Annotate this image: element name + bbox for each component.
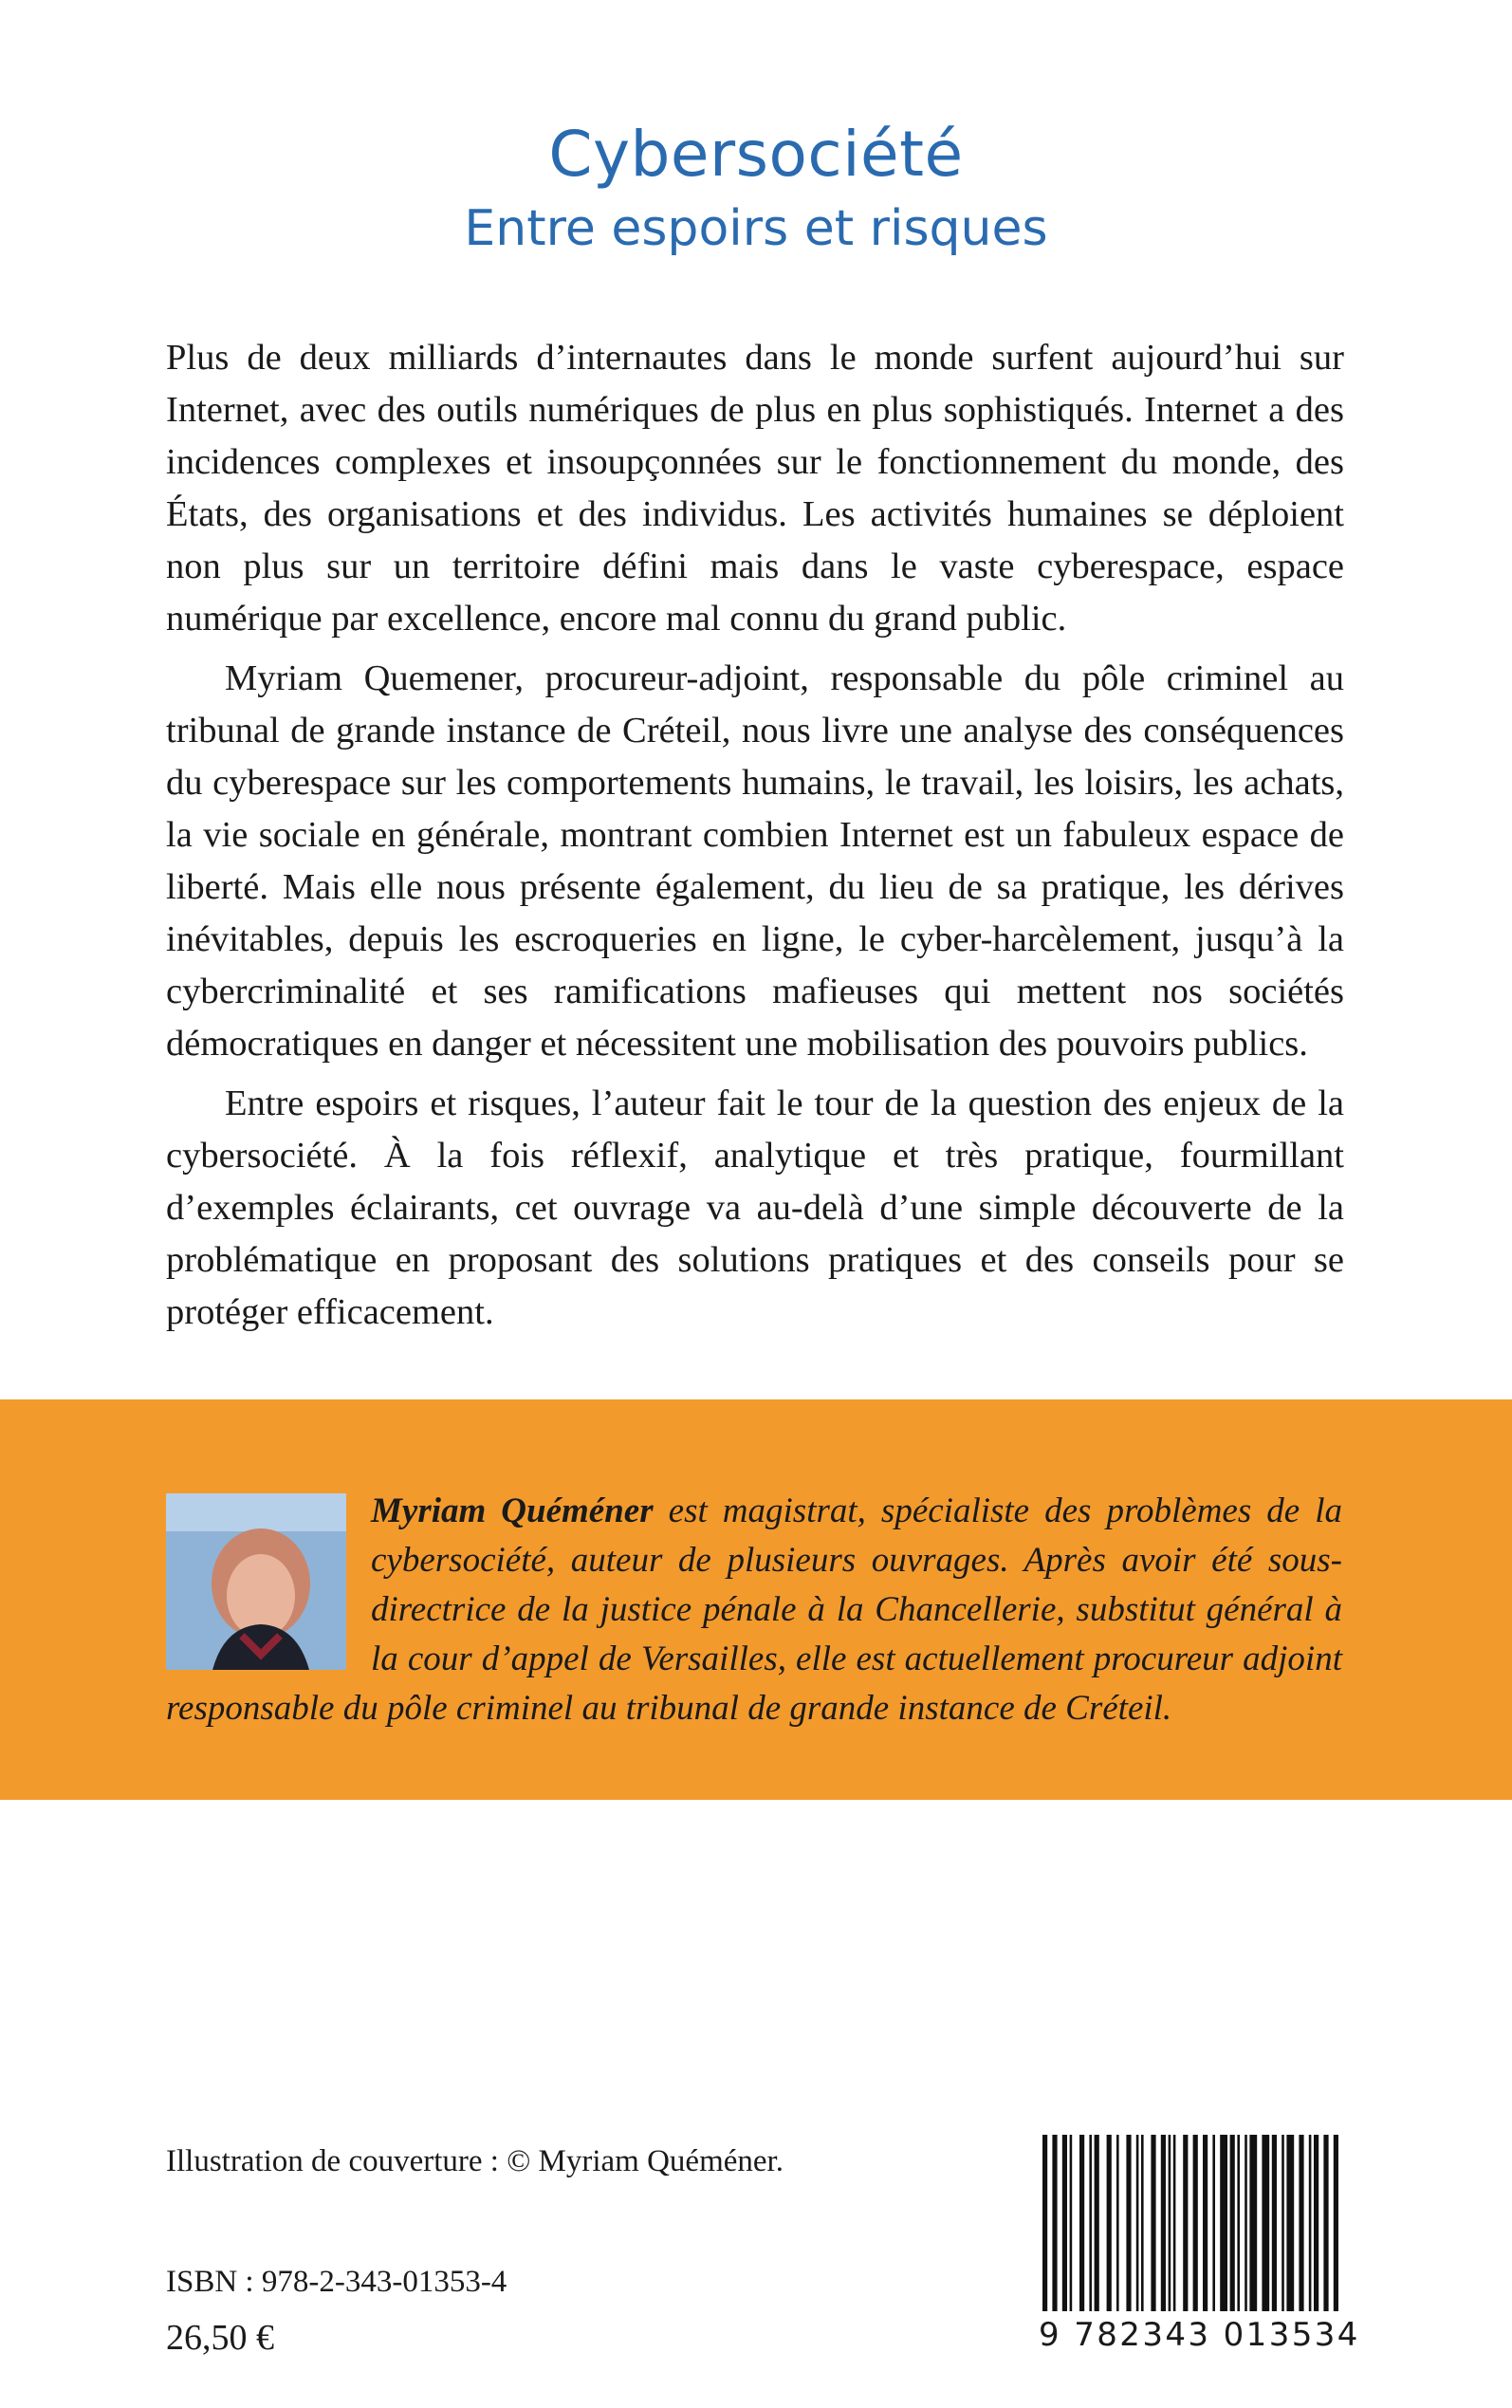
barcode-bars-icon [1039, 2135, 1342, 2315]
blurb [166, 332, 1344, 1346]
author-bio-body: est magistrat, spécialiste des problèmes de la cybersociété, auteur de plusieurs ouvrages. Après avoir été sous-directrice de la justice pénale à la Chancellerie, substitut général à la cour d’appel de Versailles, elle est actuellement procureur adjoint responsable du pôle criminel au tribunal de grande instance de Créteil. [166, 1491, 1343, 1728]
barcode-digits: 9 782343 013534 [1039, 2316, 1360, 2354]
author-name: Myriam Quéméner [371, 1491, 654, 1530]
book-title: Cybersociété [548, 118, 964, 191]
blurb-paragraph-3: Entre espoirs et risques, l’auteur fait le tour de la question des enjeux de la cybersociété. À la fois réflexif, analytique et très pratique, fourmillant d’exemples éclairants, cet ouvrage va au-delà d’une simple découverte de la problématique en proposant des solutions pratiques et des conseils pour se protéger efficacement. [166, 1084, 1344, 1332]
author-bio-text [166, 1487, 1342, 1733]
cover-illustration-credit: Illustration de couverture : © Myriam Quéméner. [166, 2144, 784, 2178]
blurb-paragraph-2: Myriam Quemener, procureur-adjoint, responsable du pôle criminel au tribunal de grande instance de Créteil, nous livre une analyse des conséquences du cyberespace sur les comportements humains, le travail, les loisirs, les achats, la vie sociale en générale, montrant combien Internet est un fabuleux espace de liberté. Mais elle nous présente également, du lieu de sa pratique, les dérives inévitables, depuis les escroqueries en ligne, le cyber-harcèlement, jusqu’à la cybercriminalité et ses ramifications mafieuses qui mettent nos sociétés démocratiques en danger et nécessitent une mobilisation des pouvoirs publics. [166, 658, 1344, 1064]
photo-spacer [166, 1487, 356, 1676]
author-bio-band [0, 1399, 1512, 1800]
isbn: ISBN : 978-2-343-01353-4 [166, 2265, 507, 2299]
blurb-paragraph-1: Plus de deux milliards d’internautes dans le monde surfent aujourd’hui sur Internet, avec des outils numériques de plus en plus sophistiqués. Internet a des incidences complexes et insoupçonnées sur le fonctionnement du monde, des États, des organisations et des individus. Les activités humaines se déploient non plus sur un territoire défini mais dans le vaste cyberespace, espace numérique par excellence, encore mal connu du grand public. [166, 338, 1344, 639]
book-subtitle: Entre espoirs et risques [464, 200, 1048, 257]
price: 26,50 € [166, 2318, 274, 2358]
barcode [1039, 2135, 1360, 2359]
title-block [0, 114, 1512, 262]
